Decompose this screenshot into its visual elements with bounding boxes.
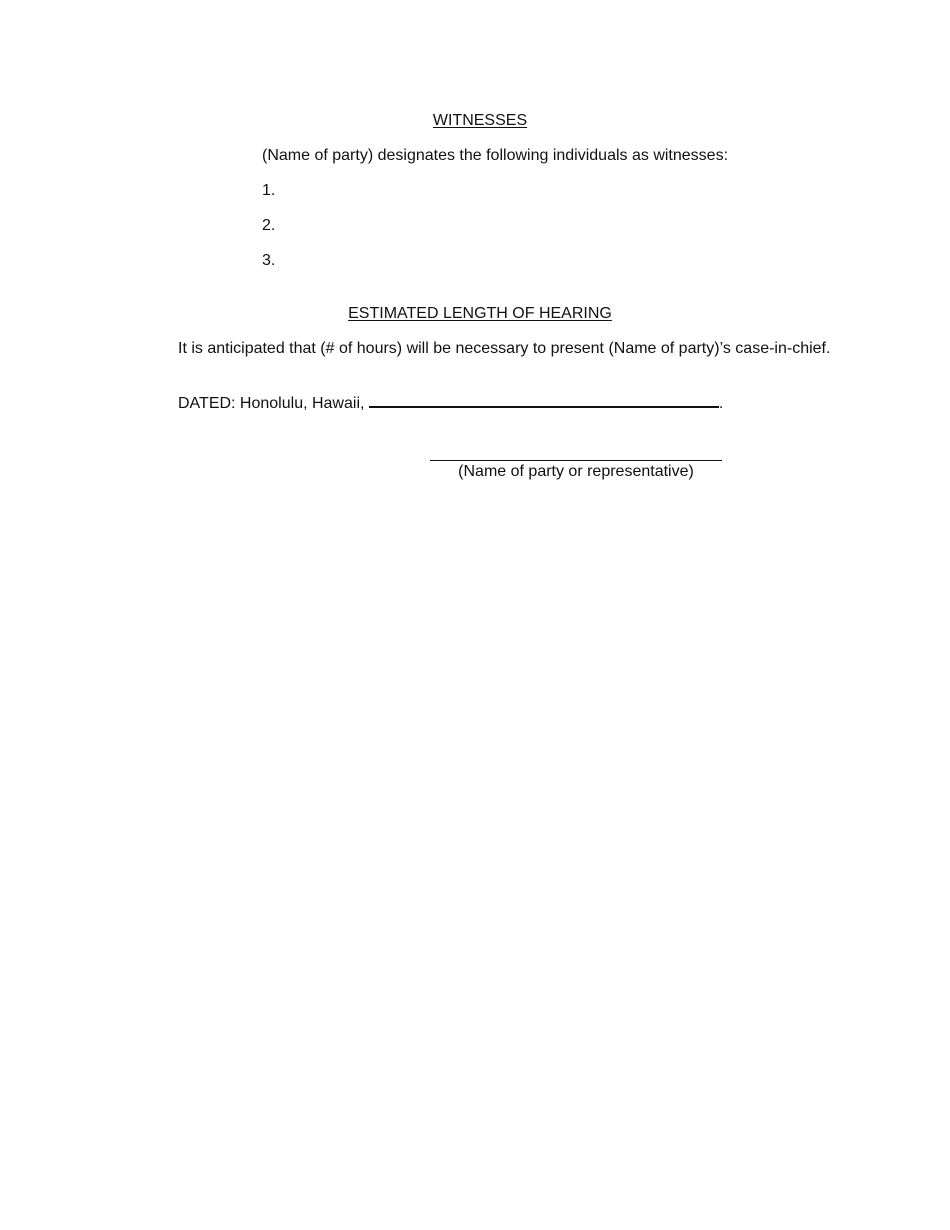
dated-line <box>178 392 723 414</box>
hearing-length-heading: ESTIMATED LENGTH OF HEARING <box>348 305 612 322</box>
witnesses-heading: WITNESSES <box>432 112 528 129</box>
hearing-length-statement: It is anticipated that (# of hours) will be necessary to present (Name of party)’s case-in-chief. <box>178 340 831 357</box>
witnesses-intro: (Name of party) designates the following individuals as witnesses: <box>262 147 729 164</box>
signature-line <box>430 460 722 461</box>
dated-label: DATED: Honolulu, Hawaii, <box>178 395 365 412</box>
witness-item-1: 1. <box>262 182 276 199</box>
signature-caption: (Name of party or representative) <box>458 463 694 480</box>
witness-item-3: 3. <box>262 252 276 269</box>
date-blank-field <box>369 392 719 408</box>
witness-item-2: 2. <box>262 217 276 234</box>
signature-block <box>430 460 722 482</box>
dated-end-punct: . <box>718 395 724 412</box>
witness-list <box>262 181 275 286</box>
